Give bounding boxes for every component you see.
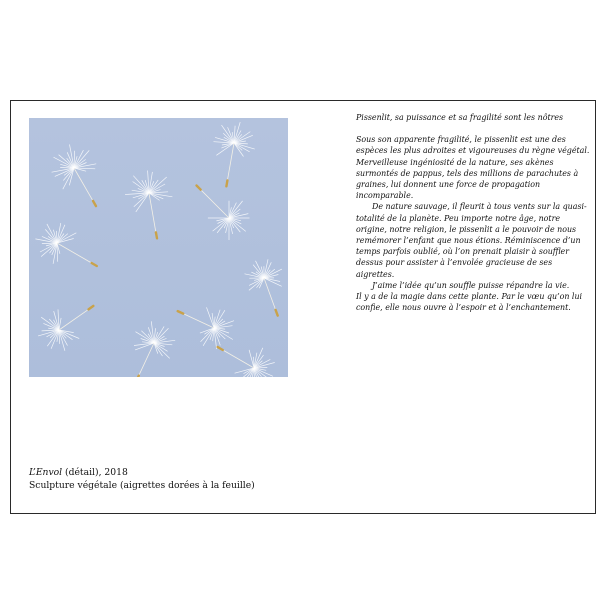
artwork-detail-year: (détail), 2018 [62,467,128,478]
artwork-photo [29,118,288,377]
text-column [356,112,592,313]
artwork-medium: Sculpture végétale (aigrettes dorées à la feuille) [29,480,255,491]
paragraph-4: Il y a de la magie dans cette plante. Par le vœu qu’on lui confie, elle nous ouvre à l’espoir et à l’enchantement. [356,292,583,313]
text-title: Pissenlit, sa puissance et sa fragilité sont les nôtres [356,113,564,122]
dandelion-seed [178,307,234,349]
artwork-title: L’Envol [29,467,63,478]
dandelion-seed [52,144,97,206]
dandelion-seed [35,223,96,266]
caption-line-1 [29,466,329,479]
dandelion-seed [125,171,172,239]
book-page [10,100,596,514]
text-body [356,134,592,313]
dandelion-seed [245,259,282,315]
dandelion-seed [197,186,250,241]
dandelion-seeds-illustration [29,118,288,377]
dandelion-seed [214,122,255,186]
dandelion-seed [38,306,93,351]
paragraph-3: J’aime l’idée qu’un souffle puisse répandre la vie. [372,280,570,290]
artwork-caption [29,466,329,492]
paragraph-1: Sous son apparente fragilité, le pissenlit est une des espèces les plus adroites et vigoureuses du règne végétal. Merveilleuse ingéniosité de la nature, ses akènes surmontés de pappus, tels des millions de parachutes à graines, lui donnent une force de propagation incomparable. [356,135,590,201]
dandelion-seed [134,321,175,377]
paragraph-2: De nature sauvage, il fleurit à tous vents sur la quasi-totalité de la planète. Peu importe notre âge, notre origine, notre religion, le pissenlit a le pouvoir de nous remémorer l’enfant que nous étions. Réminiscence d’un temps parfois oublié, où l’on prenait plaisir à souffler dessus pour assister à l’envolée gracieuse de ses aigrettes. [356,202,587,279]
dandelion-seed [218,347,275,377]
